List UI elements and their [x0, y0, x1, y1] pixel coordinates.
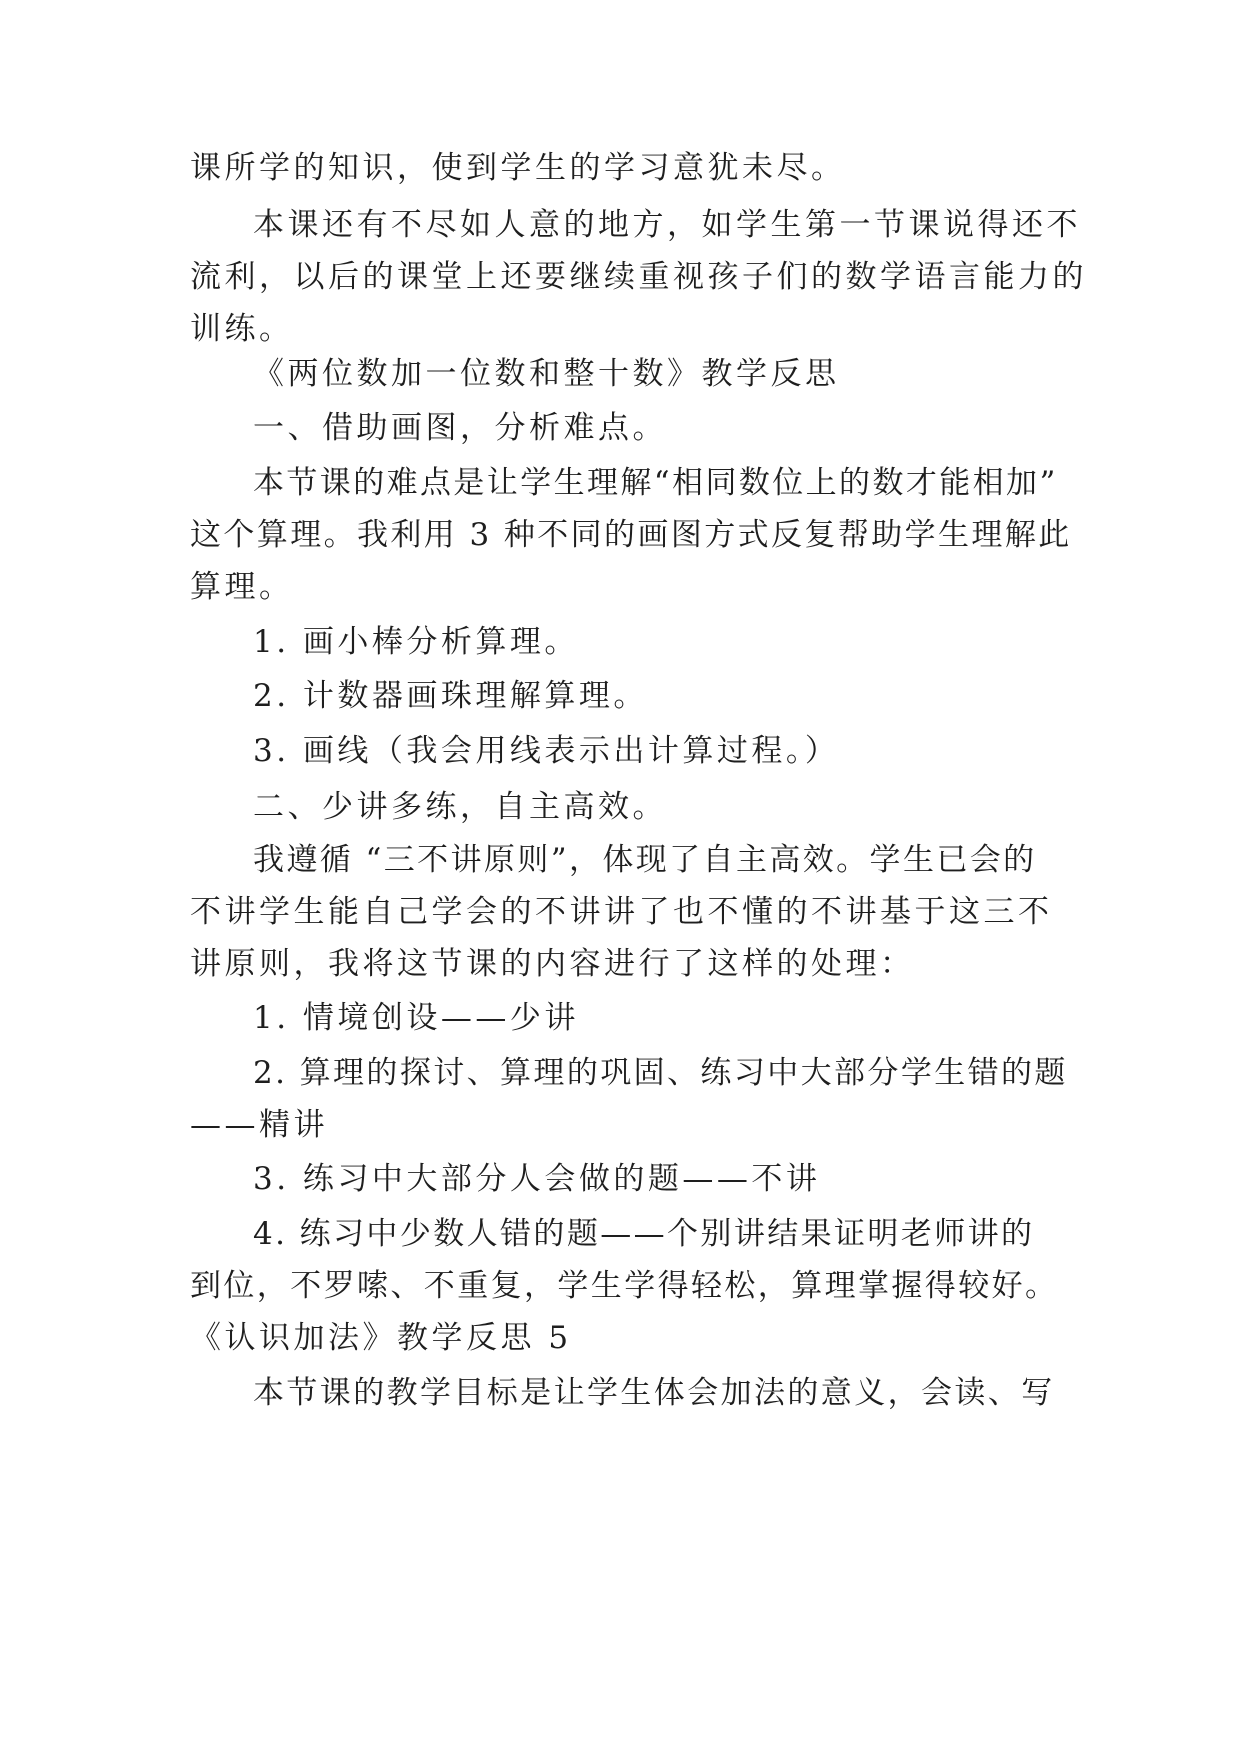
paragraph-line: 这个算理。我利用 3 种不同的画图方式反复帮助学生理解此 [190, 517, 1072, 553]
section-title: 《两位数加一位数和整十数》教学反思 [253, 356, 840, 392]
paragraph-line: 流利，以后的课堂上还要继续重视孩子们的数学语言能力的 [190, 259, 1087, 295]
paragraph-line: 到位，不罗嗦、不重复，学生学得轻松，算理掌握得较好。 [190, 1268, 1059, 1304]
paragraph-line: 课所学的知识，使到学生的学习意犹未尽。 [190, 150, 846, 186]
list-item-continuation: ——精讲 [190, 1107, 328, 1143]
list-item: 2. 算理的探讨、算理的巩固、练习中大部分学生错的题 [253, 1055, 1068, 1091]
paragraph-line: 讲原则，我将这节课的内容进行了这样的处理： [190, 946, 915, 982]
list-item: 1. 情境创设——少讲 [253, 1000, 579, 1036]
list-item: 3. 练习中大部分人会做的题——不讲 [253, 1161, 821, 1197]
paragraph-line: 训练。 [190, 311, 294, 347]
list-item: 3. 画线（我会用线表示出计算过程。） [253, 733, 840, 769]
list-item: 2. 计数器画珠理解算理。 [253, 678, 648, 714]
heading-line: 一、借助画图，分析难点。 [253, 410, 667, 446]
paragraph-line: 我遵循 “三不讲原则”，体现了自主高效。学生已会的 [253, 842, 1037, 878]
list-item: 4. 练习中少数人错的题——个别讲结果证明老师讲的 [253, 1216, 1035, 1252]
paragraph-line: 本节课的难点是让学生理解“相同数位上的数才能相加” [253, 465, 1058, 501]
paragraph-line: 本节课的教学目标是让学生体会加法的意义，会读、写 [253, 1375, 1055, 1411]
list-item: 1. 画小棒分析算理。 [253, 624, 579, 660]
paragraph-line: 不讲学生能自己学会的不讲讲了也不懂的不讲基于这三不 [190, 894, 1053, 930]
section-title: 《认识加法》教学反思 5 [190, 1320, 572, 1356]
paragraph-line: 本课还有不尽如人意的地方，如学生第一节课说得还不 [253, 207, 1081, 243]
heading-line: 二、少讲多练，自主高效。 [253, 789, 667, 825]
paragraph-line: 算理。 [190, 569, 294, 605]
